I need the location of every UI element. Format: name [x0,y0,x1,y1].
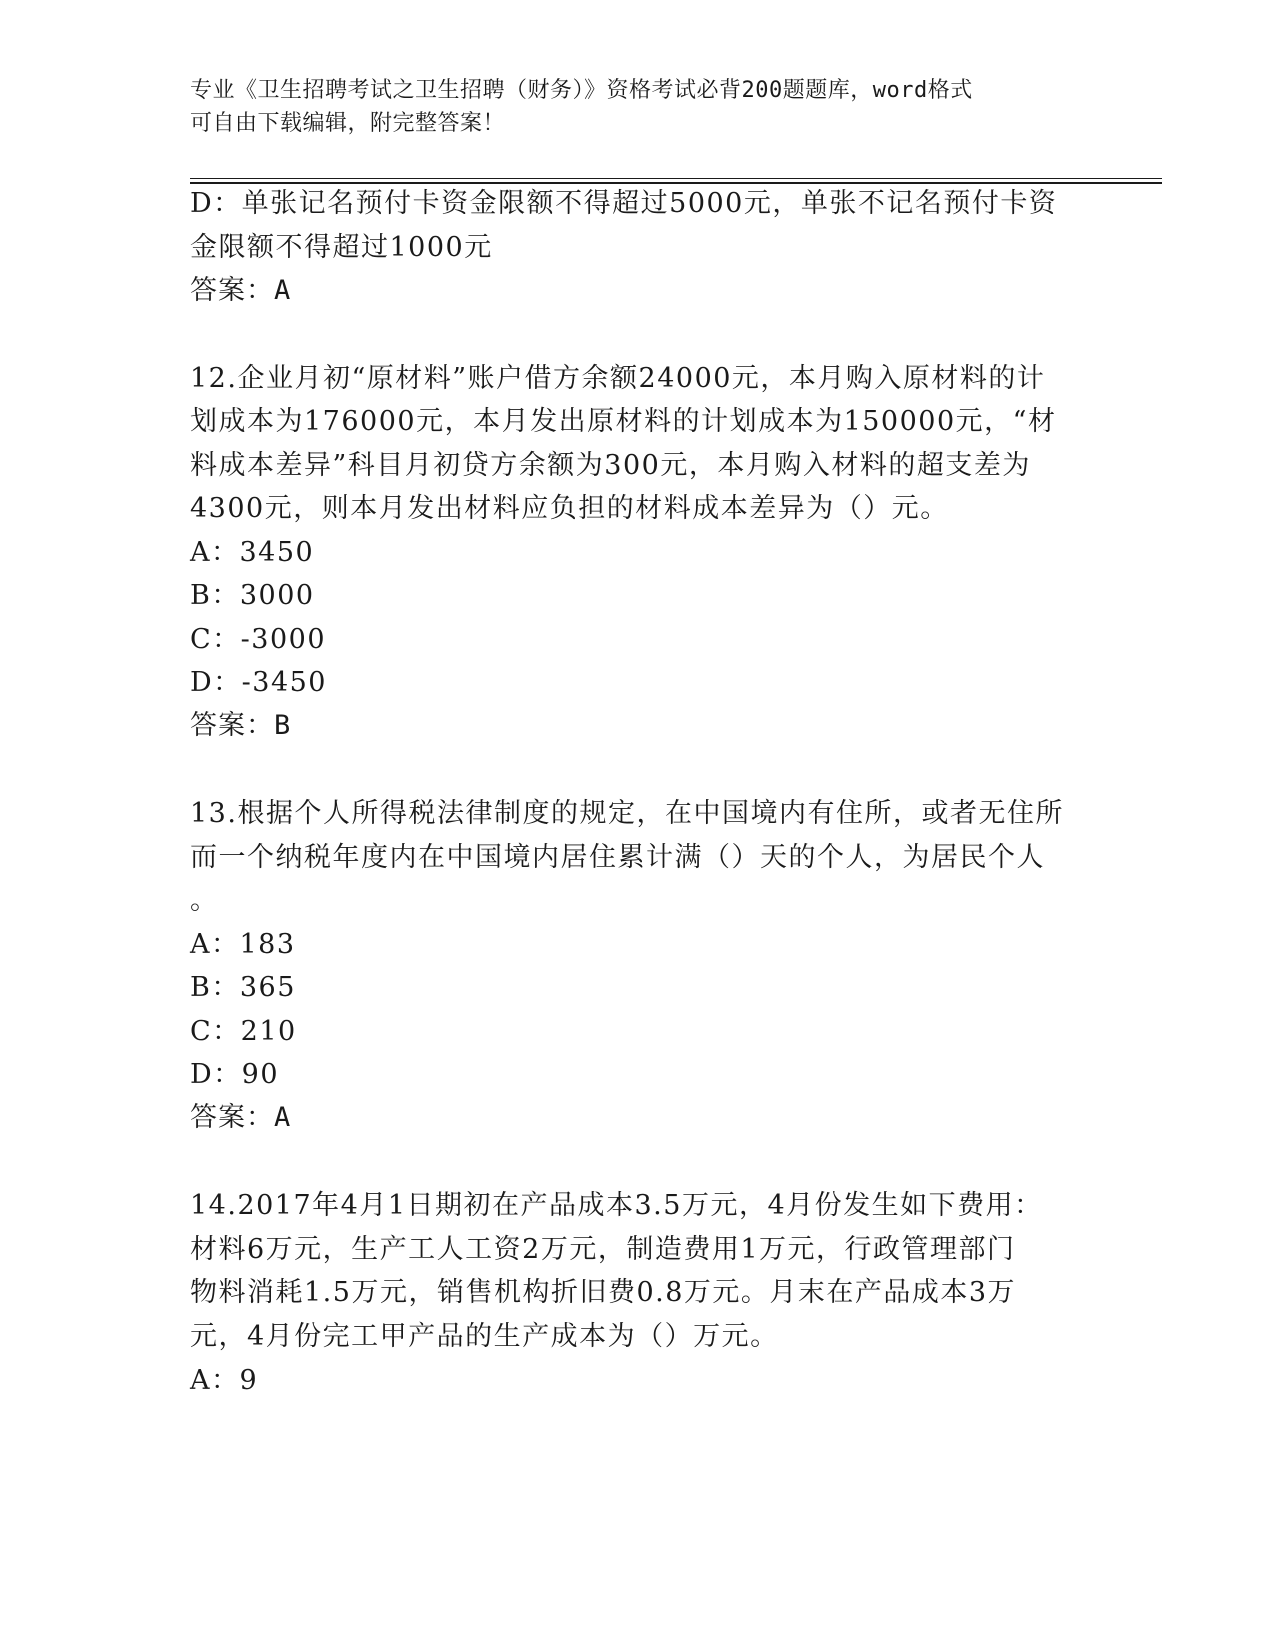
q13-stem-line-1: 13.根据个人所得税法律制度的规定，在中国境内有住所，或者无住所 [190,798,1064,829]
answer-label: 答案： [190,1102,274,1133]
q13-stem-line-3: 。 [190,885,219,916]
q14-stem-line-4: 元，4月份完工甲产品的生产成本为（）万元。 [190,1321,779,1352]
header-rule-thick [190,182,1162,184]
answer-value: A [274,275,292,306]
q11-answer [190,274,291,308]
q13-answer [190,1101,291,1135]
q13-option-b: B：365 [190,972,296,1003]
q14-stem-line-3: 物料消耗1.5万元，销售机构折旧费0.8万元。月末在产品成本3万 [190,1277,1017,1308]
q11-option-d-line-2: 金限额不得超过1000元 [190,232,493,263]
q12-option-c: C：-3000 [190,624,326,655]
q13-option-a: A：183 [190,929,296,960]
answer-value: B [274,710,292,741]
q12-answer [190,709,291,743]
q12-option-b: B：3000 [190,580,315,611]
q12-stem-line-4: 4300元，则本月发出材料应负担的材料成本差异为（）元。 [190,493,949,524]
q12-stem-line-1: 12.企业月初“原材料”账户借方余额24000元，本月购入原材料的计 [190,363,1046,394]
header-title-line-1: 专业《卫生招聘考试之卫生招聘（财务）》资格考试必背200题题库，word格式 [190,78,973,103]
q14-stem-line-1: 14.2017年4月1日期初在产品成本3.5万元，4月份发生如下费用： [190,1190,1043,1221]
q12-option-d: D：-3450 [190,667,327,698]
q12-stem-line-2: 划成本为176000元，本月发出原材料的计划成本为150000元，“材 [190,406,1057,437]
q12-stem-line-3: 料成本差异”科目月初贷方余额为300元，本月购入材料的超支差为 [190,450,1031,481]
q11-option-d-line-1: D：单张记名预付卡资金限额不得超过5000元，单张不记名预付卡资 [190,188,1058,219]
q14-stem-line-2: 材料6万元，生产工人工资2万元，制造费用1万元，行政管理部门 [190,1234,1016,1265]
answer-label: 答案： [190,275,274,306]
q13-option-c: C：210 [190,1016,297,1047]
answer-label: 答案： [190,710,274,741]
q12-option-a: A：3450 [190,537,315,568]
q13-stem-line-2: 而一个纳税年度内在中国境内居住累计满（）天的个人，为居民个人 [190,842,1045,873]
q14-option-a: A：9 [190,1365,259,1396]
answer-value: A [274,1102,292,1133]
q13-option-d: D：90 [190,1059,280,1090]
document-header [190,74,1090,140]
header-title-line-2: 可自由下载编辑，附完整答案！ [190,111,506,136]
header-rule-thin [190,178,1162,179]
